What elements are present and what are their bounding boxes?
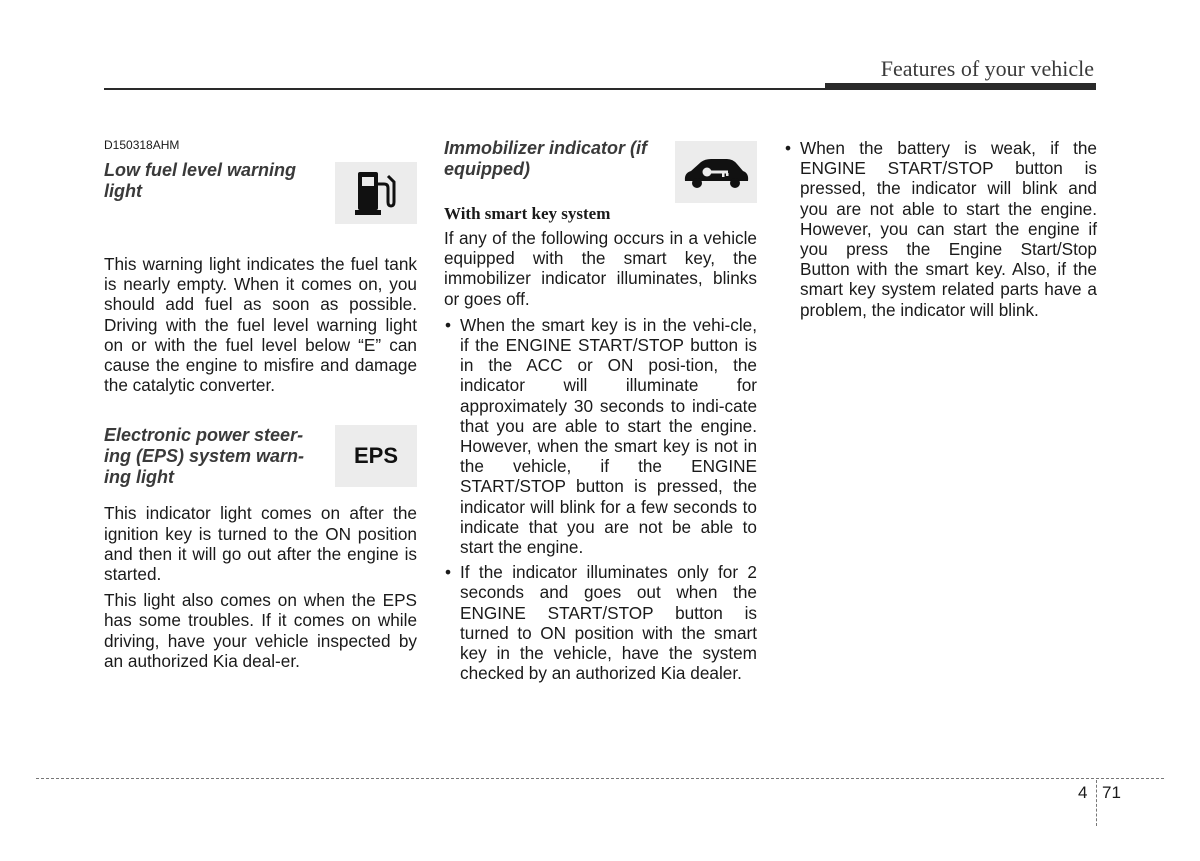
chapter-number: 4: [1078, 783, 1088, 802]
eps-description-2: This light also comes on when the EPS has some troubles. If it comes on while driving, have your vehicle inspected by an authorized Kia deal-er.: [104, 590, 417, 671]
battery-bullet-list: [784, 138, 1097, 320]
column-3: [784, 138, 1097, 325]
eps-icon: EPS: [353, 443, 399, 469]
fuel-description: This warning light indicates the fuel tank is nearly empty. When it comes on, you should add fuel as soon as possible. Driving with the fuel level warning light on or with the fuel level below “E” can cause the engine to misfire and damage the catalytic converter.: [104, 254, 417, 396]
fuel-section-header: [104, 160, 417, 224]
fuel-indicator-box: [335, 162, 417, 224]
car-key-icon: [681, 155, 751, 189]
smart-key-subheading: With smart key system: [444, 204, 611, 223]
eps-section-title: Electronic power steer-ing (EPS) system warn-ing light: [104, 425, 305, 488]
page-number: 71: [1102, 783, 1121, 802]
fuel-pump-icon: [354, 168, 398, 218]
immobilizer-bullet-list: [444, 315, 757, 684]
footer-page-divider: [1096, 780, 1097, 826]
list-item: • When the battery is weak, if the ENGINE START/STOP button is pressed, the indicator will blink and you are not able to start the engine. However, you can start the engine if you press the Engine Start/Stop Button with the smart key. Also, if the smart key system related parts have a problem, the indicator will blink.: [784, 138, 1097, 320]
list-item: • If the indicator illuminates only for 2 seconds and goes out when the ENGINE START/STOP button is turned to ON position with the smart key in the vehicle, have the system checked by an authorized Kia dealer.: [444, 562, 757, 683]
footer-divider: [36, 778, 1164, 779]
list-item: • When the smart key is in the vehi-cle, if the ENGINE START/STOP button is in the ACC or ON posi-tion, the indicator will illuminate for approximately 30 seconds to indi-cate that you are able to start the engine. However, when the smart key is not in the vehicle, if the ENGINE START/STOP button is pressed, the indicator will blink for a few seconds to indicate that you are not be able to start the engine.: [444, 315, 757, 557]
section-code: D150318AHM: [104, 138, 180, 152]
header-rule: [104, 88, 825, 90]
immobilizer-section-title: Immobilizer indicator (if equipped): [444, 138, 648, 179]
eps-indicator-box: [335, 425, 417, 487]
fuel-section-title: Low fuel level warning light: [104, 160, 297, 201]
page-header-title: Features of your vehicle: [880, 56, 1094, 81]
header-rule-accent: [825, 83, 1096, 90]
column-1: [104, 138, 417, 677]
column-2: [444, 138, 757, 688]
eps-section-header: [104, 425, 417, 489]
eps-description-1: This indicator light comes on after the ignition key is turned to the ON position and then it will go out after the engine is started.: [104, 503, 417, 585]
immobilizer-intro: If any of the following occurs in a vehicle equipped with the smart key, the immobilizer indicator illuminates, blinks or goes off.: [444, 228, 757, 309]
immobilizer-section-header: [444, 138, 757, 204]
immobilizer-indicator-box: [675, 141, 757, 203]
